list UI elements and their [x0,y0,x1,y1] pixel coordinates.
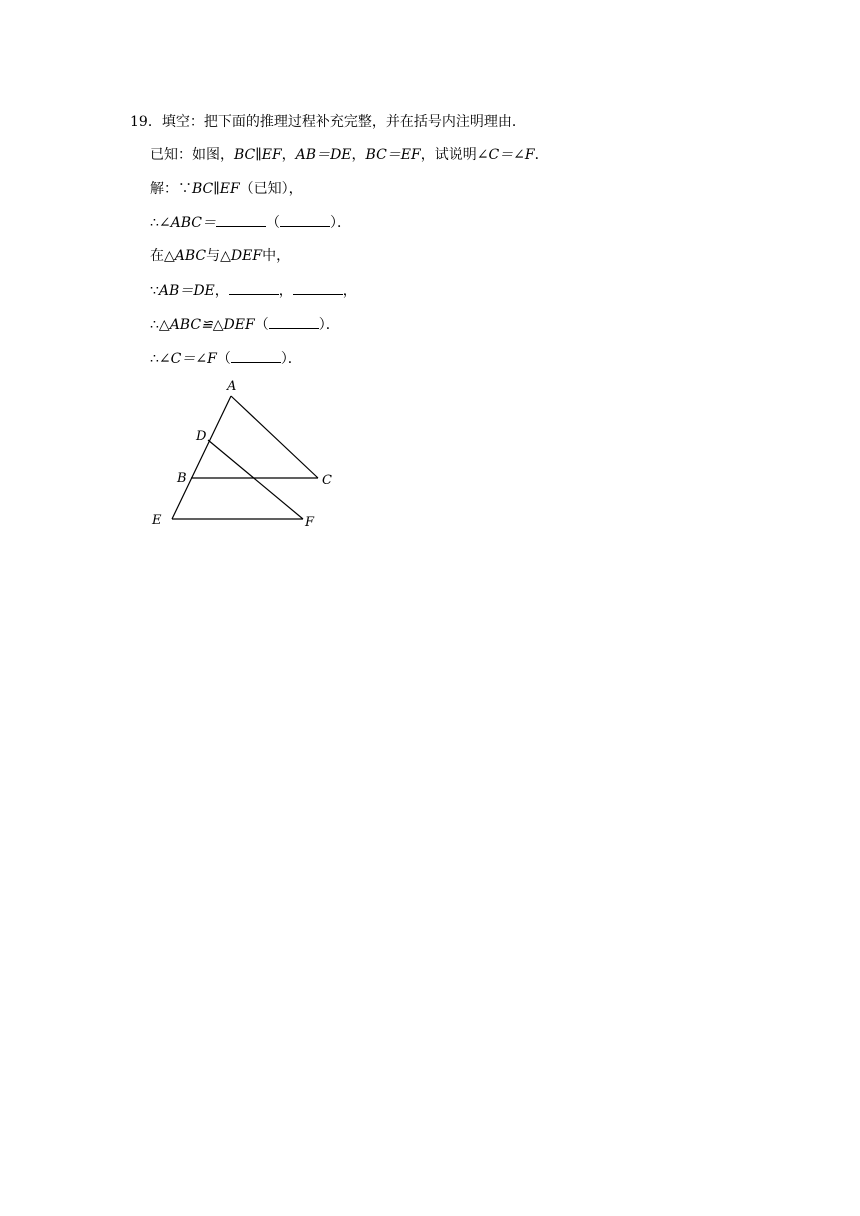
reason-blank[interactable] [231,349,281,363]
given-prefix: 已知：如图， [150,147,234,163]
step-6 [150,349,302,369]
given-statement [150,145,549,165]
segment-ae [172,396,231,519]
step-prefix: ∴ [150,317,159,333]
question-prompt: 填空：把下面的推理过程补充完整，并在括号内注明理由． [161,114,526,130]
point-label-c: C [322,473,332,488]
answer-blank[interactable] [216,213,266,227]
point-label-d: D [196,429,207,444]
step-expr: AB＝DE [158,283,215,299]
triangle-abc: △ABC [164,248,207,264]
step-sep: ， [214,283,229,299]
step-end: ， [288,181,303,197]
step-prefix: ∴ [150,215,159,231]
step-expr: BC∥EF [192,181,240,197]
given-equal-ab-de: AB＝DE [295,147,352,163]
step-expr: ∠C＝∠F [158,351,217,367]
triangle-def: △DEF [220,248,263,264]
question-number: 19． [130,114,162,130]
given-goal: ∠C＝∠F [476,147,535,163]
given-parallel: BC∥EF [234,147,282,163]
segment-ac [231,396,318,478]
given-equal-bc-ef: BC＝EF [365,147,421,163]
point-label-e: E [152,513,162,528]
paren-open: （ [266,215,281,231]
paren-close: ）． [318,317,340,333]
step-end: 中， [262,248,291,264]
step-prefix: ∵ [150,283,159,299]
point-label-a: A [227,379,237,394]
step-2 [150,213,351,233]
given-mid: ，试说明 [420,147,477,163]
step-5 [150,315,340,335]
step-expr: △ABC≌△DEF [158,317,255,333]
geometry-figure [148,378,348,534]
segment-df [208,440,303,519]
reason-blank[interactable] [280,213,330,227]
step-prefix: 解：∵ [150,181,192,197]
step-end: ， [342,283,357,299]
answer-blank[interactable] [293,281,343,295]
step-mid: 与 [206,248,221,264]
triangle-diagram [148,378,348,534]
paren-open: （ [254,317,269,333]
step-reason: （已知） [239,181,289,197]
paren-close: ）． [330,215,352,231]
question-title [130,112,526,132]
step-expr: ∠ABC＝ [158,215,217,231]
point-label-b: B [177,471,187,486]
point-label-f: F [305,515,315,530]
step-sep: ， [278,283,293,299]
given-sep: ， [351,147,366,163]
step-3 [150,246,290,266]
step-4 [150,281,357,301]
paren-open: （ [216,351,231,367]
step-prefix: 在 [150,248,164,264]
given-end: ． [534,147,549,163]
step-prefix: ∴ [150,351,159,367]
step-1 [150,179,303,199]
given-sep: ， [281,147,296,163]
reason-blank[interactable] [269,315,319,329]
paren-close: ）． [280,351,302,367]
answer-blank[interactable] [229,281,279,295]
